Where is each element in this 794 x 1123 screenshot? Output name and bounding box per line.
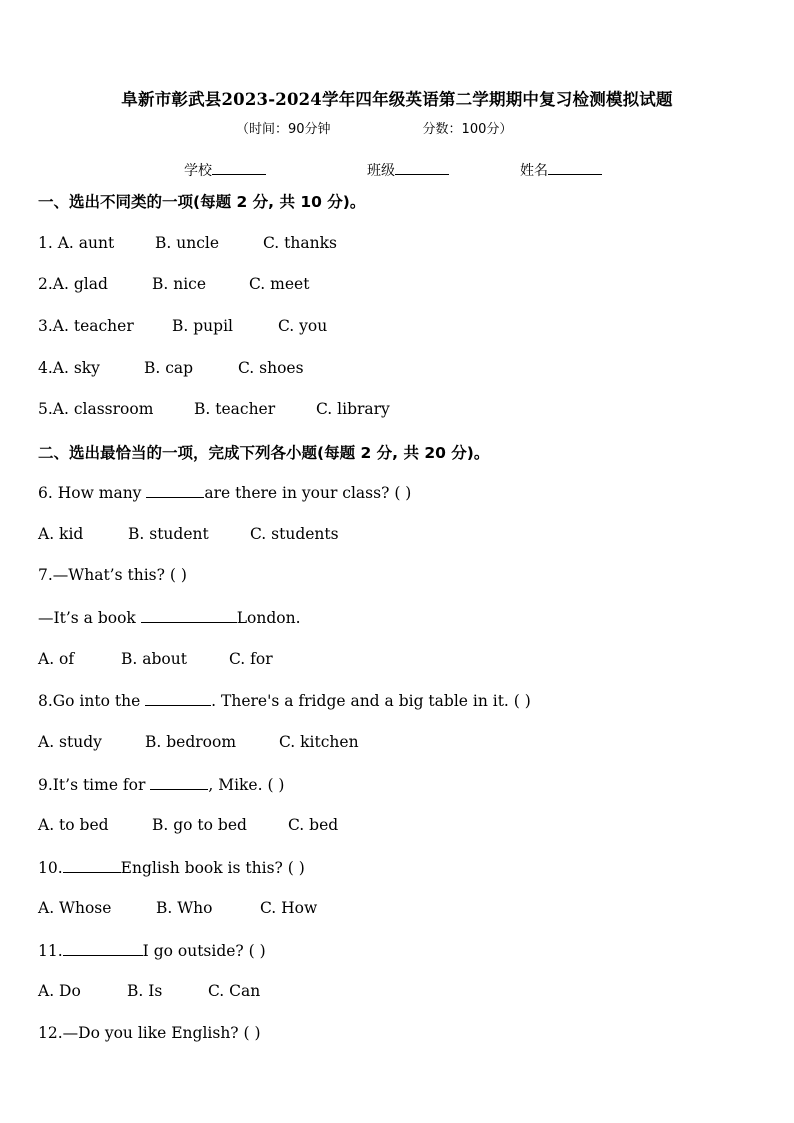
option-b: B. uncle [155,234,220,252]
option-c: C. How [260,899,318,917]
option-b: B. teacher [194,400,276,418]
answer-blank[interactable] [150,775,208,790]
option-a: 5.A. classroom [38,400,154,418]
question-text: 6. How many [38,484,147,502]
question-text: 10. [38,859,63,877]
option-c: C. bed [288,816,339,834]
question-text: —It’s a book [38,609,141,627]
question-text: 11. [38,942,63,960]
question-10-options [38,899,317,917]
question-5 [38,400,390,418]
option-b: B. Is [127,982,163,1000]
question-4 [38,359,304,377]
question-6-options [38,525,339,543]
name-blank[interactable] [548,160,602,175]
class-field [367,160,449,180]
option-a: A. Do [38,982,81,1000]
answer-blank[interactable] [63,941,143,956]
question-1 [38,234,337,252]
option-a: 1. A. aunt [38,234,115,252]
answer-blank[interactable] [146,483,204,498]
name-field [520,160,602,180]
question-2 [38,275,309,293]
option-b: B. about [121,650,187,668]
question-text: . There's a fridge and a big table in it. ( ) [211,692,531,710]
question-7-reply [38,608,301,627]
option-b: B. cap [144,359,194,377]
question-9-options [38,816,338,834]
question-text: 8.Go into the [38,692,146,710]
option-a: 3.A. teacher [38,317,134,335]
name-label: 姓名 [520,163,548,179]
question-text: are there in your class? ( ) [204,484,412,502]
question-11-options [38,982,260,1000]
question-text: I go outside? ( ) [142,942,266,960]
school-label: 学校 [184,163,212,179]
option-c: C. Can [208,982,261,1000]
question-6 [38,483,411,502]
question-10 [38,858,305,877]
option-a: A. to bed [38,816,109,834]
option-c: C. shoes [238,359,304,377]
option-b: B. nice [152,275,207,293]
option-b: B. student [128,525,209,543]
option-b: B. go to bed [152,816,247,834]
option-c: C. kitchen [279,733,359,751]
question-8 [38,691,531,710]
question-11 [38,941,266,960]
page-title: 阜新市彰武县2023-2024学年四年级英语第二学期期中复习检测模拟试题 [121,90,673,109]
question-7-options [38,650,273,668]
exam-meta [236,118,512,137]
option-a: A. Whose [38,899,112,917]
school-field [184,160,266,180]
class-blank[interactable] [395,160,449,175]
school-blank[interactable] [212,160,266,175]
option-c: C. students [250,525,339,543]
time-label: （时间：90分钟 [236,122,331,137]
option-a: A. of [38,650,75,668]
option-c: C. meet [249,275,310,293]
option-c: C. you [278,317,328,335]
option-a: A. kid [38,525,84,543]
score-label: 分数：100分） [422,122,513,137]
option-c: C. for [229,650,273,668]
option-b: B. pupil [172,317,233,335]
question-12: 12.—Do you like English? ( ) [38,1024,261,1042]
section-1-heading: 一、选出不同类的一项(每题 2 分, 共 10 分)。 [38,193,366,211]
question-text: , Mike. ( ) [208,776,285,794]
option-c: C. thanks [263,234,337,252]
answer-blank[interactable] [141,608,237,623]
section-2-heading: 二、选出最恰当的一项，完成下列各小题(每题 2 分, 共 20 分)。 [38,444,490,462]
option-b: B. Who [156,899,213,917]
question-8-options [38,733,359,751]
answer-blank[interactable] [63,858,121,873]
question-9 [38,775,284,794]
answer-blank[interactable] [145,691,211,706]
question-text: English book is this? ( ) [120,859,305,877]
question-text: London. [236,609,301,627]
option-a: A. study [38,733,102,751]
option-b: B. bedroom [145,733,237,751]
option-c: C. library [316,400,390,418]
option-a: 4.A. sky [38,359,100,377]
question-7: 7.—What’s this? ( ) [38,566,187,584]
question-3 [38,317,327,335]
question-text: 9.It’s time for [38,776,151,794]
option-a: 2.A. glad [38,275,108,293]
class-label: 班级 [367,163,395,179]
